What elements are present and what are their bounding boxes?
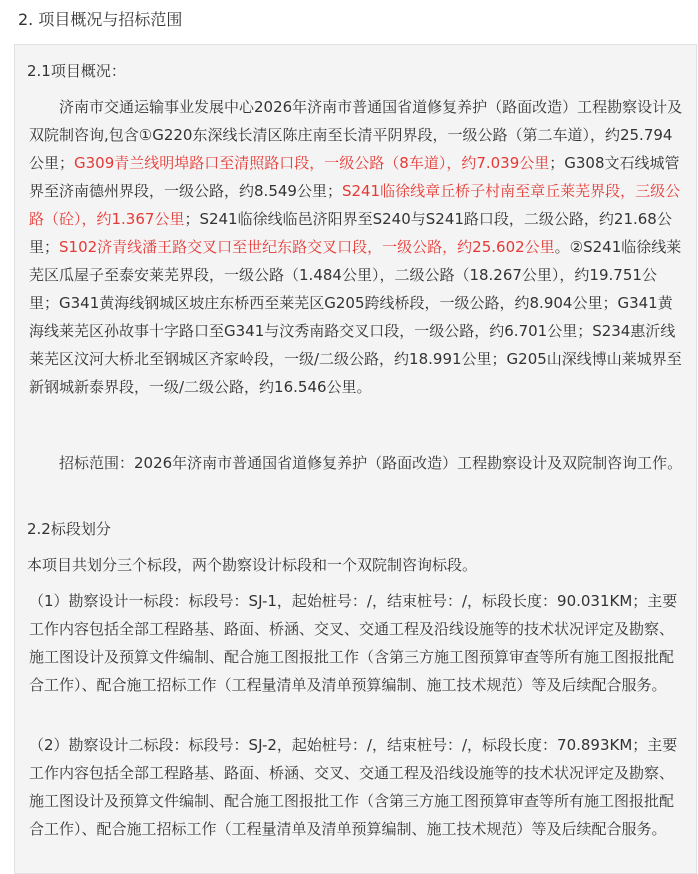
route-text-segment: 。②S241临徐线莱芜区瓜屋子至泰安莱芜界段，一级公路（1.484公里），二级公路（18.267公里），约19.751公里；G341黄海线钢城区坡庄东桥西至莱芜区G205跨线桥段，一级公路，约8.904公里；G341黄海线莱芜区孙故事十字路口至G341与汶秀南路交叉口段，一级公路，约6.701公里；S234惠沂线莱芜区汶河大桥北至钢城区齐家岭段，一级/二级公路，约18.991公里；G205山深线博山莱城界至新钢城新泰界段，一级/二级公路，约16.546公里。: [29, 238, 682, 396]
highlighted-route-segment: S102济青线潘王路交叉口至世纪东路交叉口段，一级公路，约25.602公里: [59, 238, 555, 256]
highlighted-route-segment: S241临徐线章丘桥子村南至章丘莱芜界段，三级公路（砼），约1.367公里: [29, 182, 681, 228]
scope-paragraph: 招标范围：2026年济南市普通国省道修复养护（路面改造）工程勘察设计及双院制咨询工作。: [29, 454, 683, 472]
route-text-segment: ；S241临徐线临邑济阳界至S240与S241路口段，二级公路，约21.68公里；: [29, 210, 672, 256]
route-text-segment: ；G308文石线城管界至济南德州界段，一级公路，约8.549公里；: [29, 154, 680, 200]
sections-heading: 2.2标段划分: [27, 520, 111, 538]
overview-heading: 2.1项目概况：: [27, 62, 126, 80]
highlighted-route-segment: G309青兰线明埠路口至清照路口段，一级公路（8车道），约7.039公里: [74, 154, 550, 172]
sections-intro: 本项目共划分三个标段，两个勘察设计标段和一个双院制咨询标段。: [27, 556, 478, 574]
section-title: 2. 项目概况与招标范围: [18, 10, 183, 29]
route-text-segment: 济南市交通运输事业发展中心2026年济南市普通国省道修复养护（路面改造）工程勘察设计及双院制咨询,包含①G220东深线长清区陈庄南至长清平阴界段，一级公路（第二车道），约25.794公里；: [29, 98, 683, 172]
lot2-paragraph: （2）勘察设计二标段：标段号：SJ-2，起始桩号：/，结束桩号：/，标段长度：70.893KM；主要工作内容包括全部工程路基、路面、桥涵、交叉、交通工程及沿线设施等的技术状况评定及勘察、施工图设计及预算文件编制、配合施工图报批工作（含第三方施工图预算审查等所有施工图报批配合工作）、配合施工招标工作（工程量清单及清单预算编制、施工技术规范）等及后续配合服务。: [29, 736, 678, 838]
lot1-paragraph: （1）勘察设计一标段：标段号：SJ-1，起始桩号：/，结束桩号：/，标段长度：90.031KM；主要工作内容包括全部工程路基、路面、桥涵、交叉、交通工程及沿线设施等的技术状况评定及勘察、施工图设计及预算文件编制、配合施工图报批工作（含第三方施工图预算审查等所有施工图报批配合工作）、配合施工招标工作（工程量清单及清单预算编制、施工技术规范）等及后续配合服务。: [29, 592, 678, 694]
overview-paragraph: [29, 93, 684, 401]
content-panel: [14, 44, 697, 874]
